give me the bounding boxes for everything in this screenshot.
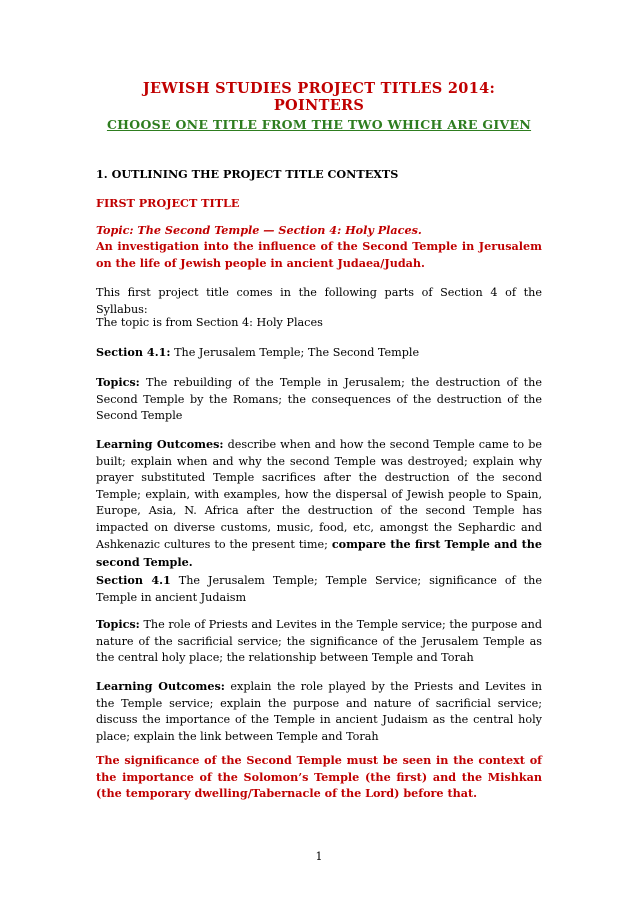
first-project-title-label: FIRST PROJECT TITLE xyxy=(96,196,240,210)
learning-outcomes-label-1: Learning Outcomes: xyxy=(96,437,224,451)
section-4-1-text: The Jerusalem Temple; The Second Temple xyxy=(170,346,420,359)
learning-outcomes-paragraph-1 xyxy=(96,436,542,571)
section-1-heading: 1. OUTLINING THE PROJECT TITLE CONTEXTS xyxy=(96,167,399,181)
significance-paragraph: The significance of the Second Temple must be seen in the context of the importance of the Solomon’s Temple (the first) and the Mishkan (the temporary dwelling/Tabernacle of the Lord) before that. xyxy=(96,753,542,800)
document-title: JEWISH STUDIES PROJECT TITLES 2014: POINTERS xyxy=(142,80,496,114)
learning-outcomes-label-2: Learning Outcomes: xyxy=(96,679,225,693)
page-number: 1 xyxy=(315,850,323,863)
section-4-1-paragraph xyxy=(96,344,542,362)
topic-line: Topic: The Second Temple — Section 4: Holy Places. xyxy=(96,223,422,237)
topics-label-1: Topics: xyxy=(96,375,140,389)
learning-outcomes-paragraph-2 xyxy=(96,678,542,745)
section-4-1-text-2: The Jerusalem Temple; Temple Service; significance of the Temple in ancient Judaism xyxy=(96,574,542,604)
topic-from-line: The topic is from Section 4: Holy Places xyxy=(96,316,323,329)
learning-outcomes-text-2: explain the role played by the Priests and Levites in the Temple service; explain the purpose and nature of sacrificial service; discuss the importance of the Temple in ancient Judaism as the central holy place; explain the link between Temple and Torah xyxy=(96,680,542,743)
topics-label-2: Topics: xyxy=(96,617,140,631)
document-subtitle: CHOOSE ONE TITLE FROM THE TWO WHICH ARE GIVEN xyxy=(106,117,532,132)
topics-text-2: The role of Priests and Levites in the Temple service; the purpose and nature of the sacrificial service; the significance of the Jerusalem Temple as the central holy place; the relationship between Temple and Torah xyxy=(96,618,542,664)
section-4-1-label: Section 4.1: xyxy=(96,345,171,359)
investigation-text: An investigation into the influence of the Second Temple in Jerusalem on the life of Jewish people in ancient Judaea/Judah. xyxy=(96,239,542,270)
topics-text-1: The rebuilding of the Temple in Jerusalem; the destruction of the Second Temple by the Romans; the consequences of the destruction of the Second Temple xyxy=(96,376,542,422)
topics-paragraph-1 xyxy=(96,374,542,425)
learning-outcomes-text-1: describe when and how the second Temple came to be built; explain when and why the second Temple was destroyed; explain why prayer substituted Temple sacrifices after the destruction of the second Temple; explain, with examples, how the dispersal of Jewish people to Spain, Europe, Asia, N. Africa after the destruction of the second Temple has impacted on diverse customs, music, food, etc, amongst the Sephardic and Ashkenazic cultures to the present time; xyxy=(96,438,542,551)
topics-paragraph-2 xyxy=(96,616,542,667)
section-4-1-label-2: Section 4.1 xyxy=(96,573,171,587)
section-4-1-paragraph-2 xyxy=(96,572,542,606)
intro-paragraph: This first project title comes in the following parts of Section 4 of the Syllabus: xyxy=(96,286,542,316)
learning-outcomes-bold-end: compare the first Temple and the second Temple. xyxy=(96,537,542,569)
